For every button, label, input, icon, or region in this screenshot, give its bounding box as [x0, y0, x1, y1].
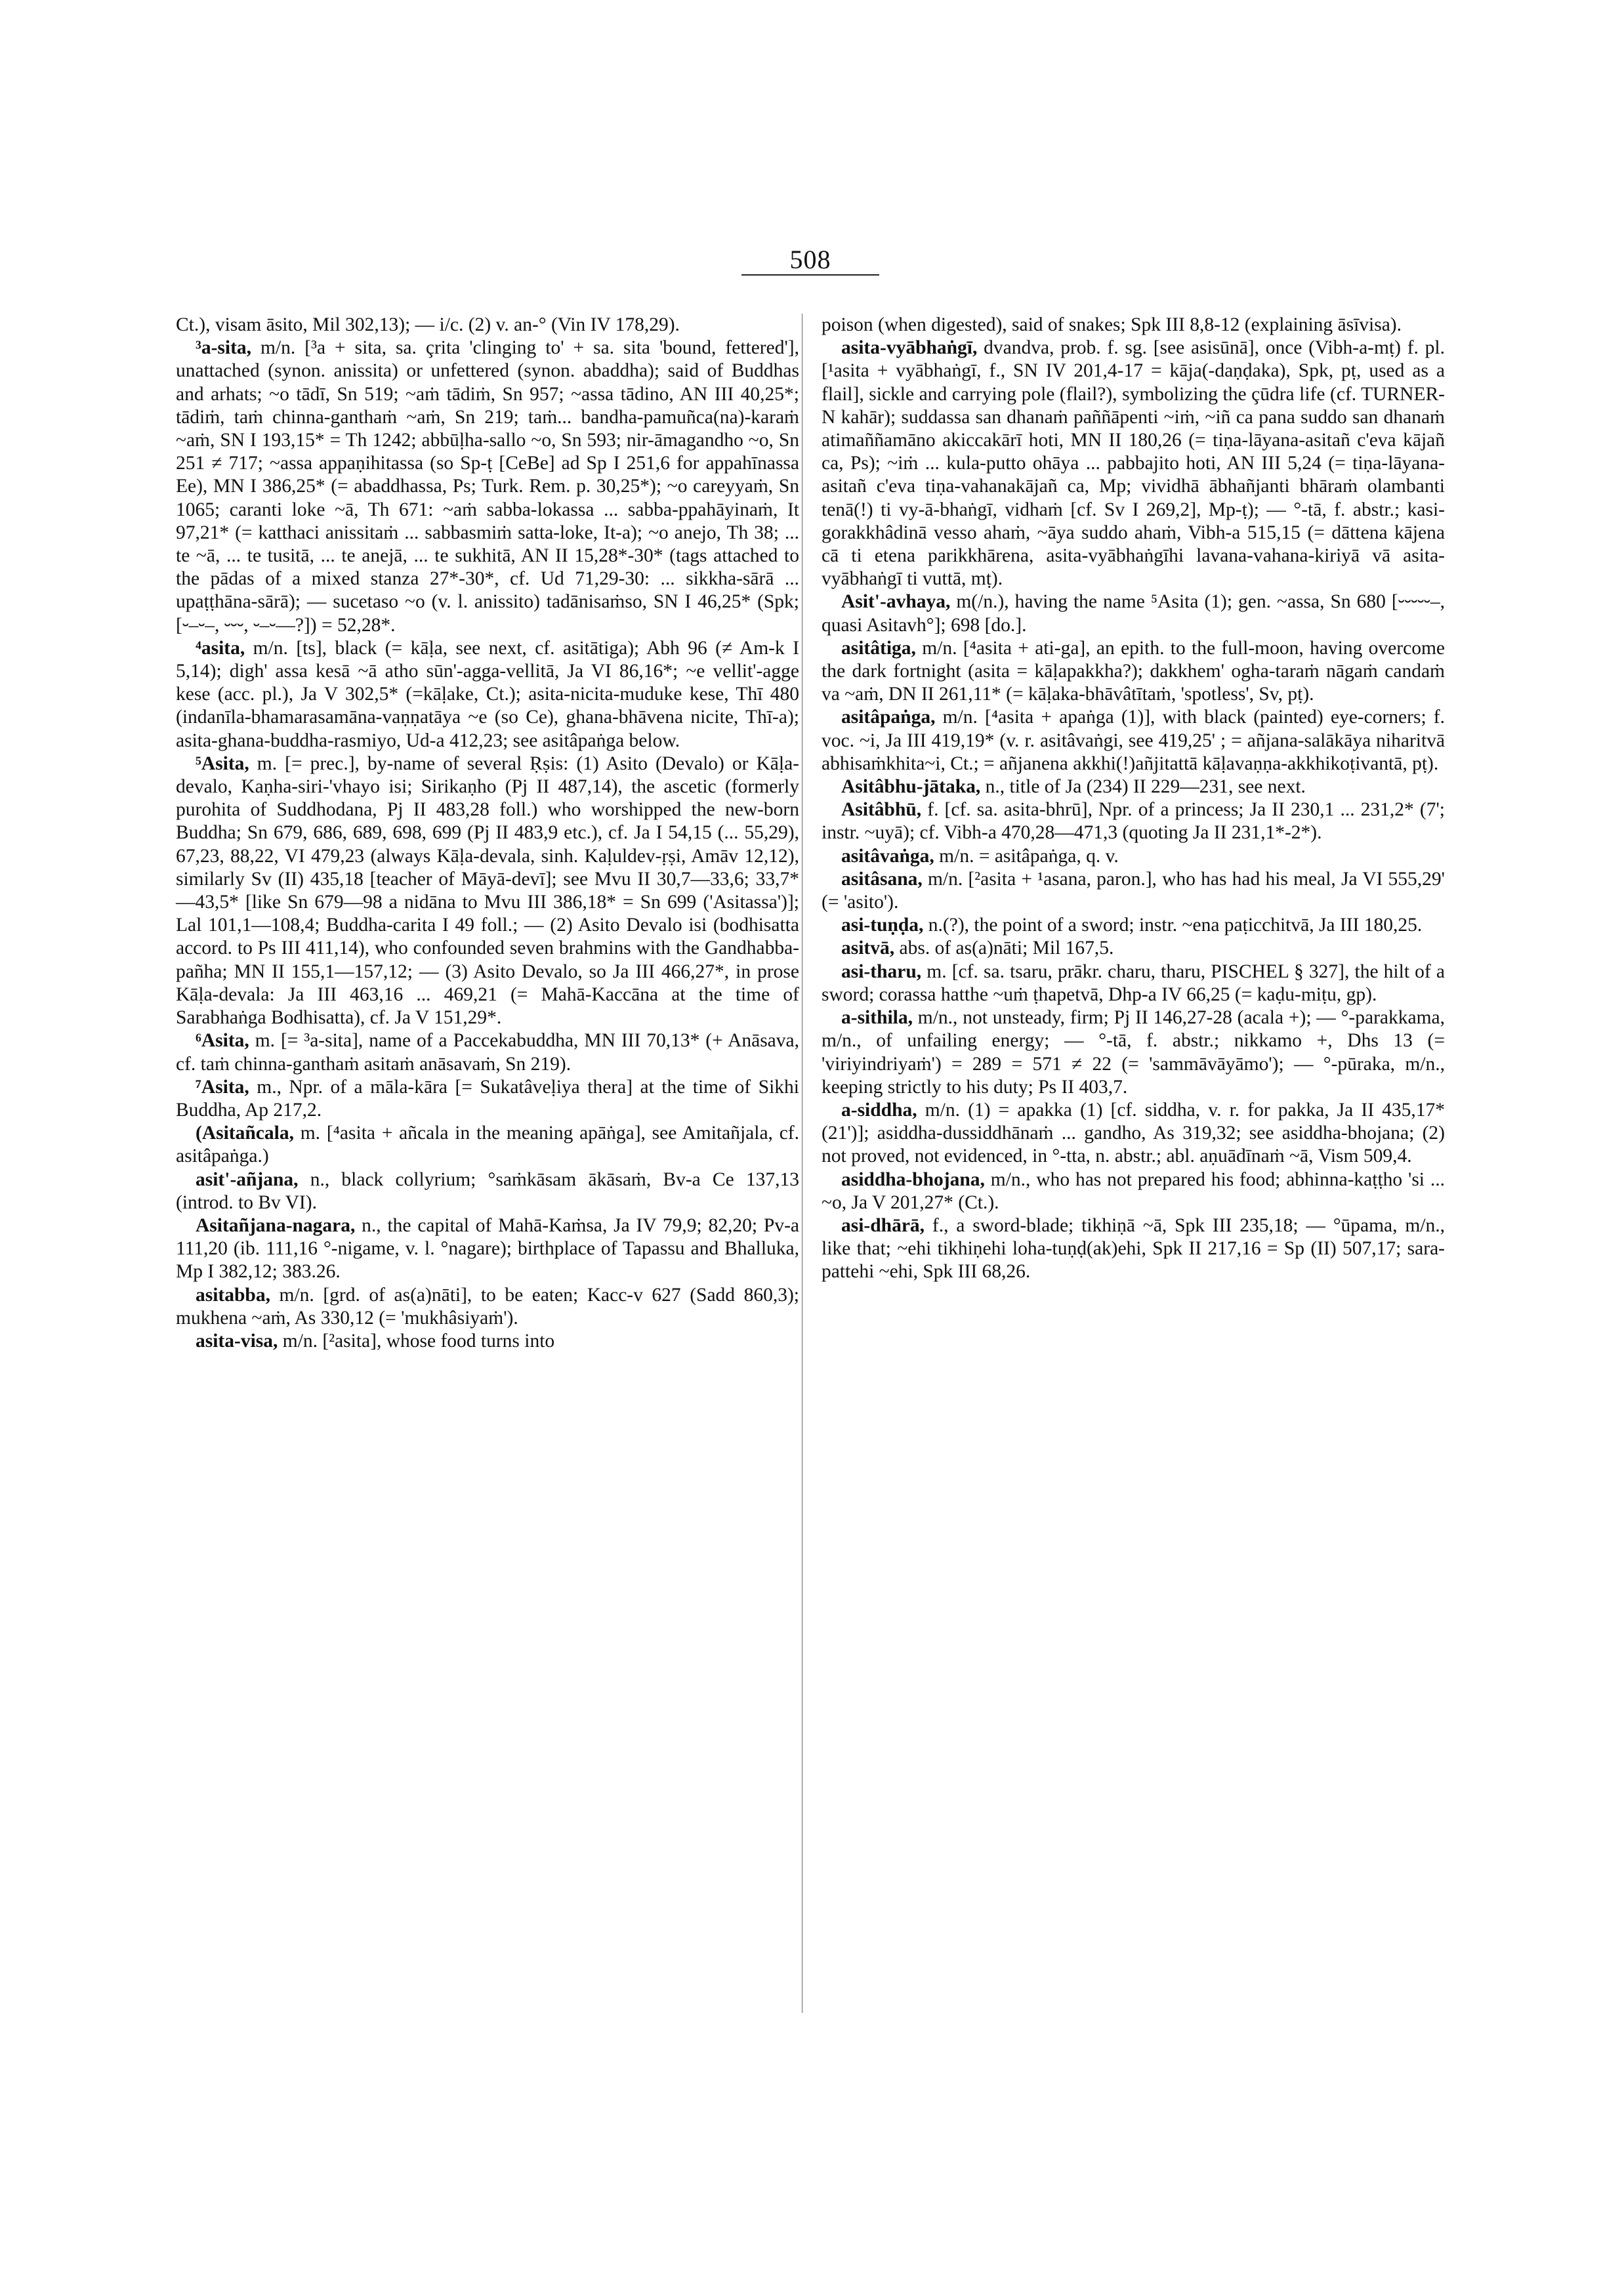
- entry-headword: ⁵Asita,: [196, 753, 249, 774]
- dictionary-entry: [176, 337, 799, 637]
- dictionary-entry: [822, 314, 1445, 337]
- dictionary-entry: [176, 314, 799, 337]
- dictionary-entry: [822, 1006, 1445, 1099]
- entry-headword: ⁷Asita,: [196, 1076, 249, 1098]
- entry-body: m/n. [⁴asita + ati-ga], an epith. to the full-moon, having overcome the dark fortnight (asita = kāḷapakkha?); dakkhem' ogha-taraṁ nāgaṁ candaṁ va ~aṁ, DN II 261,11* (= kāḷaka-bhāvâtītaṁ, 'spotless', Sv, pṭ).: [822, 637, 1445, 705]
- dictionary-entry: [822, 637, 1445, 707]
- entry-body: m/n. [grd. of as(a)nāti], to be eaten; Kacc-v 627 (Sadd 860,3); mukhena ~aṁ, As 330,12 (= 'mukhâsiyaṁ').: [176, 1284, 799, 1329]
- entry-body: abs. of as(a)nāti; Mil 167,5.: [894, 938, 1114, 959]
- entry-headword: a-sithila,: [841, 1007, 913, 1029]
- entry-headword: asitâtiga,: [841, 637, 916, 659]
- entry-headword: Asitâbhu-jātaka,: [841, 776, 981, 798]
- dictionary-entry: [822, 1168, 1445, 1214]
- entry-headword: a-siddha,: [841, 1099, 917, 1121]
- dictionary-entry: [176, 1214, 799, 1284]
- entry-body: n.(?), the point of a sword; instr. ~ena paṭicchitvā, Ja III 180,25.: [923, 915, 1423, 936]
- entry-body: n., black collyrium; °saṁkāsam ākāsaṁ, Bv-a Ce 137,13 (introd. to Bv VI).: [176, 1168, 799, 1213]
- dictionary-entry: [176, 1029, 799, 1075]
- entry-body: f. [cf. sa. asita-bhrū], Npr. of a princess; Ja II 230,1 ... 231,2* (7'; instr. ~uyā); cf. Vibh-a 470,28—471,3 (quoting Ja II 231,1*-2*).: [822, 799, 1445, 844]
- entry-body: m/n. [ts], black (= kāḷa, see next, cf. asitātiga); Abh 96 (≠ Am-k I 5,14); digh' assa kesā ~ā atho sūn'-agga-vellitā, Ja VI 86,16*; ~e vellit'-agge kese (acc. pl.), Ja V 302,5* (=kāḷake, Ct.); asita-nicita-muduke kese, Thī 480 (indanīla-bhamarasamāna-vaṇṇatāya ~e (so Ce), ghana-bhāvena nicite, Thī-a); asita-ghana-buddha-rasmiyo, Ud-a 412,23; see asitâpaṅga below.: [176, 637, 799, 751]
- entry-headword: asi-tuṇḍa,: [841, 915, 924, 936]
- entry-body: m(/n.), having the name ⁵Asita (1); gen. ~assa, Sn 680 [⏑⏑⏑⏑⏑–, quasi Asitavh°]; 698 [do.].: [822, 591, 1445, 636]
- entry-headword: (Asitañcala,: [196, 1123, 294, 1144]
- entry-body: n., title of Ja (234) II 229—231, see next.: [980, 776, 1306, 798]
- entry-body: m/n. [²asita + ¹asana, paron.], who has had his meal, Ja VI 555,29' (= 'asito').: [822, 868, 1445, 913]
- entry-headword: asita-visa,: [196, 1330, 278, 1352]
- entry-body: m/n., not unsteady, firm; Pj II 146,27-28 (acala +); — °-parakkama, m/n., of unfailing energy; — °-tā, f. abstr.; nikkamo +, Dhs 13 (= 'viriyindriyaṁ') = 289 = 571 ≠ 22 (= 'sammāvāyāmo'); — °-pūraka, m/n., keeping strictly to his duty; Ps II 403,7.: [822, 1007, 1445, 1098]
- entry-body: m/n. [⁴asita + apaṅga (1)], with black (painted) eye-corners; f. voc. ~i, Ja III 419,19* (v. r. asitâvaṅgi, see 419,25' ; = añjana-salākāya niharitvā abhisaṁkhita~i, Ct.; = añjanena akkhi(!)añjitattā kāḷavaṇṇa-akkhikoṭivantā, pṭ).: [822, 707, 1445, 774]
- dictionary-entry: [822, 914, 1445, 937]
- dictionary-entry: [176, 753, 799, 1029]
- entry-headword: asi-dhārā,: [841, 1214, 925, 1236]
- entry-body: m. [= ³a-sita], name of a Paccekabuddha, MN III 70,13* (+ Anāsava, cf. taṁ chinna-ganthaṁ asitaṁ anāsavaṁ, Sn 219).: [176, 1030, 799, 1075]
- header-rule: [741, 274, 879, 276]
- dictionary-entry: [822, 1099, 1445, 1168]
- entry-headword: asitâvaṅga,: [841, 845, 934, 867]
- dictionary-entry: [822, 706, 1445, 775]
- entry-body: m. [= prec.], by-name of several Ṛṣis: (1) Asito (Devalo) or Kāḷa-devalo, Kaṇha-siri-'vhayo isi; Sirikaṇho (Pj II 487,14), the ascetic (formerly purohita of Suddhodana, Pj II 483,28 foll.) who worshipped the new-born Buddha; Sn 679, 686, 689, 698, 699 (Pj II 483,9 etc.), cf. Ja I 54,15 (... 55,29), 67,23, 88,22, VI 479,23 (always Kāḷa-devala, sinh. Kaḷuldev-ṛṣi, Amāv 12,12), similarly Sv (II) 435,18 [teacher of Māyā-devī]; see Mvu II 30,7—33,6; 33,7*—43,5* [like Sn 679—98 a nidāna to Mvu III 386,18* = Sn 699 ('Asitassa')]; Lal 101,1—108,4; Buddha-carita I 49 foll.; — (2) Asito Devalo isi (bodhisatta accord. to Ps III 411,14), who confounded seven brahmins with the Gandhabba-pañha; MN II 155,1—157,12; — (3) Asito Devalo, so Ja III 466,27*, in prose Kāḷa-devala: Ja III 463,16 ... 469,21 (= Mahā-Kaccāna at the time of Sarabhaṅga Bodhisatta), cf. Ja V 151,29*.: [176, 753, 799, 1029]
- dictionary-entry: [176, 1330, 799, 1353]
- right-column: [822, 314, 1445, 1284]
- dictionary-entry: [176, 1076, 799, 1122]
- left-column: [176, 314, 799, 1353]
- entry-headword: asit'-añjana,: [196, 1168, 299, 1190]
- entry-body: Ct.), visam āsito, Mil 302,13); — i/c. (2) v. an-° (Vin IV 178,29).: [176, 314, 680, 335]
- entry-body: m/n. [²asita], whose food turns into: [278, 1330, 555, 1352]
- dictionary-entry: [822, 798, 1445, 844]
- dictionary-entry: [822, 775, 1445, 798]
- entry-body: n., the capital of Mahā-Kaṁsa, Ja IV 79,9; 82,20; Pv-a 111,20 (ib. 111,16 °-nigame, v. l. °nagare); birthplace of Tapassu and Bhalluka, Mp I 382,12; 383.26.: [176, 1214, 799, 1283]
- entry-body: dvandva, prob. f. sg. [see asisūnā], once (Vibh-a-mṭ) f. pl. [¹asita + vyābhaṅgī, f., SN IV 201,4-17 = kāja(-daṇḍaka), Spk, pṭ, used as a flail], sickle and carrying pole (flail?), symbolizing the çūdra life (cf. TURNER-N kahār); suddassa san dhanaṁ paññāpenti ~iṁ, ~iñ ca pana suddo san dhanaṁ atimaññamāno akiccakārī hoti, MN II 180,26 (= tiṇa-lāyana-asitañ c'eva kājañ ca, Ps); ~iṁ ... kula-putto ohāya ... pabbajito hoti, AN III 5,24 (= tiṇa-lāyana-asitañ c'eva tiṇa-vahanakājañ ca, Mp; vividhā ābhañjanti bhāraṁ olambanti tenā(!) ti vy-ā-bhaṅgī, vidhaṁ [cf. Sv I 269,2], Mp-ṭ); — °-tā, f. abstr.; kasi-gorakkhâdinā vesso ahaṁ, ~āya suddo ahaṁ, Vibh-a 515,15 (= dāttena kājena cā ti etena parikkhārena, asita-vyābhaṅgīhi lavana-vahana-kiriyā vā asita-vyābhaṅgī ti vuttā, mṭ).: [822, 337, 1445, 590]
- dictionary-entry: [822, 868, 1445, 914]
- entry-headword: asitvā,: [841, 938, 895, 959]
- entry-body: f., a sword-blade; tikhiṇā ~ā, Spk III 235,18; — °ūpama, m/n., like that; ~ehi tikhiṇehi loha-tuṇḍ(ak)ehi, Spk II 217,16 = Sp (II) 507,17; sara-pattehi ~ehi, Spk III 68,26.: [822, 1214, 1445, 1283]
- dictionary-entry: [822, 1214, 1445, 1284]
- entry-body: m/n. = asitâpaṅga, q. v.: [934, 845, 1119, 867]
- dictionary-entry: [176, 1284, 799, 1330]
- dictionary-entry: [176, 1168, 799, 1214]
- entry-body: m. [⁴asita + añcala in the meaning apāṅga], see Amitañjala, cf. asitâpaṅga.): [176, 1123, 799, 1167]
- entry-headword: ³a-sita,: [196, 337, 252, 359]
- entry-headword: ⁶Asita,: [196, 1030, 249, 1052]
- dictionary-entry: [822, 937, 1445, 960]
- dictionary-entry: [822, 590, 1445, 636]
- dictionary-entry: [176, 1122, 799, 1168]
- entry-body: m/n. [³a + sita, sa. çrita 'clinging to' + sa. sita 'bound, fettered'], unattached (synon. anissita) or unfettered (synon. abaddha); said of Buddhas and arhats; ~o tādī, Sn 519; ~aṁ tādiṁ, Sn 957; ~assa tādino, AN III 40,25*; tādiṁ, taṁ chinna-ganthaṁ ~aṁ, Sn 219; taṁ... bandha-pamuñca(na)-karaṁ ~aṁ, SN I 193,15* = Th 1242; abbūḷha-sallo ~o, Sn 593; nir-āmagandho ~o, Sn 251 ≠ 717; ~assa appaṇihitassa (so Sp-ṭ [CeBe] ad Sp I 251,6 for appahīnassa Ee), MN I 386,25* (= abaddhassa, Ps; Turk. Rem. p. 30,25*); ~o careyyaṁ, Sn 1065; caranti loke ~ā, Th 671: ~aṁ sabba-lokassa ... sabba-ppahāyinaṁ, It 97,21* (= katthaci anissitaṁ ... sabbasmiṁ satta-loke, It-a); ~o anejo, Th 38; ... te ~ā, ... te tusitā, ... te anejā, ... te sukhitā, AN II 15,28*-30* (tags attached to the pādas of a mixed stanza 27*-30*, cf. Ud 71,29-30: ... sikkha-sārā ... upaṭṭhāna-sārā); — sucetaso ~o (v. l. anissito) tadānisaṁso, SN I 46,25* (Spk; [⏑–⏑–, ⏑⏑⏑, ⏑–⏑––?]) = 52,28*.: [176, 337, 799, 636]
- entry-body: m., Npr. of a māla-kāra [= Sukatâveḷiya thera] at the time of Sikhi Buddha, Ap 217,2.: [176, 1076, 799, 1121]
- dictionary-entry: [822, 337, 1445, 590]
- entry-headword: asitâpaṅga,: [841, 707, 936, 728]
- entry-body: m. [cf. sa. tsaru, prākr. charu, tharu, PISCHEL § 327], the hilt of a sword; corassa hatthe ~uṁ ṭhapetvā, Dhp-a IV 66,25 (= kaḍu-miṭu, gp).: [822, 961, 1445, 1005]
- entry-headword: asitabba,: [196, 1284, 270, 1306]
- entry-headword: Asitañjana-nagara,: [196, 1214, 356, 1236]
- page-number: 508: [789, 245, 831, 274]
- dictionary-entry: [176, 637, 799, 753]
- dictionary-entry: [822, 961, 1445, 1006]
- entry-body: m/n. (1) = apakka (1) [cf. siddha, v. r. for pakka, Ja II 435,17*(21')]; asiddha-dussiddhānaṁ ... gandho, As 319,32; see asiddha-bhojana; (2) not proved, not evidenced, in °-tta, n. abstr.; abl. aṇuādīnaṁ ~ā, Vism 509,4.: [822, 1099, 1445, 1167]
- entry-headword: asi-tharu,: [841, 961, 922, 982]
- entry-body: m/n., who has not prepared his food; abhinna-kaṭṭho 'si ... ~o, Ja V 201,27* (Ct.).: [822, 1168, 1445, 1213]
- dictionary-entry: [822, 845, 1445, 868]
- entry-headword: asita-vyābhaṅgī,: [841, 337, 978, 359]
- entry-body: poison (when digested), said of snakes; Spk III 8,8-12 (explaining āsīvisa).: [822, 314, 1402, 335]
- entry-headword: asiddha-bhojana,: [841, 1168, 985, 1190]
- entry-headword: Asit'-avhaya,: [841, 591, 951, 613]
- entry-headword: asitâsana,: [841, 868, 923, 890]
- entry-headword: ⁴asita,: [196, 637, 245, 659]
- entry-headword: Asitâbhū,: [841, 799, 922, 821]
